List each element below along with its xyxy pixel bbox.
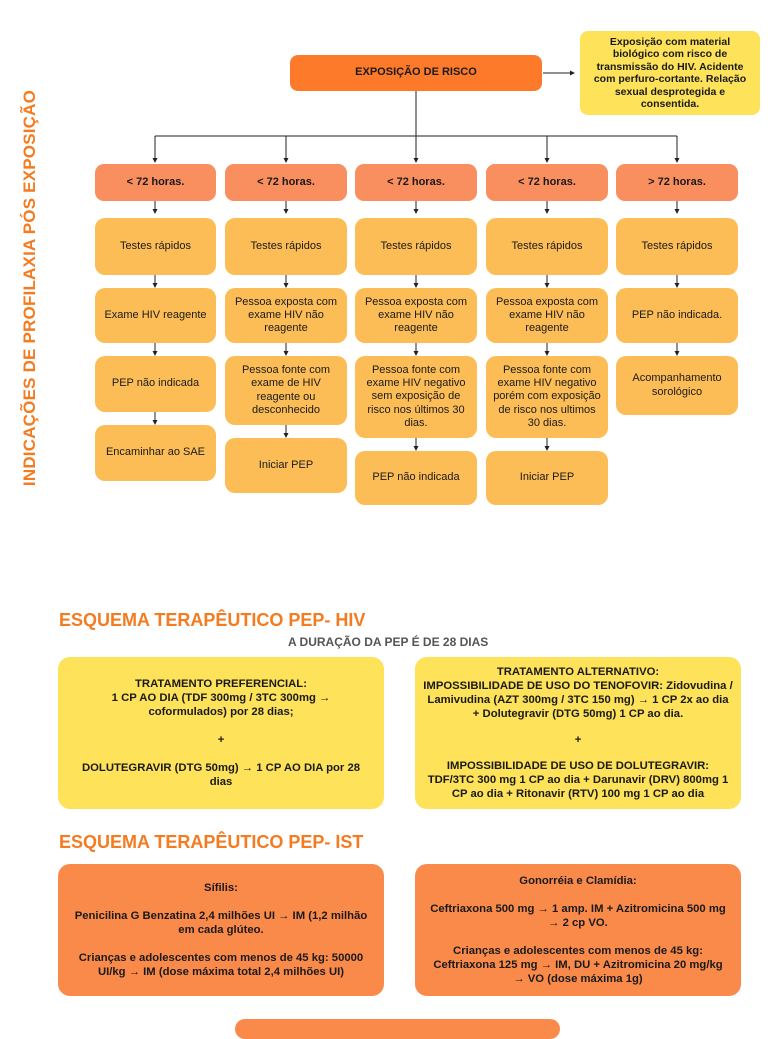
flow-step: Pessoa exposta com exame HIV não reagente [355, 288, 477, 343]
alternative-no-dolutegravir: IMPOSSIBILIDADE DE USO DE DOLUTEGRAVIR: TDF/3TC 300 mg 1 CP ao dia + Darunavir (DRV) 800mg 1 CP ao dia + Ritonavir (RTV) 100 mg 1 CP ao dia [427, 759, 729, 800]
flow-step: Testes rápidos [486, 218, 608, 275]
alternative-heading: TRATAMENTO ALTERNATIVO: [496, 666, 660, 678]
flow-step: Testes rápidos [616, 218, 738, 275]
hiv-section-title: ESQUEMA TERAPÊUTICO PEP- HIV [59, 610, 366, 630]
exposure-note: Exposição com material biológico com risco de transmissão do HIV. Acidente com perfuro-cortante. Relação sexual desprotegida e consentida. [580, 31, 760, 115]
column-header: > 72 horas. [616, 164, 738, 201]
gonorrhea-child-regimen: Crianças e adolescentes com menos de 45 kg: Ceftriaxona 125 mg → IM, DU + Azitromicina 20 mg/kg → VO (dose máxima 1g) [433, 944, 723, 985]
side-title: INDICAÇÕES DE PROFILAXIA PÓS EXPOSIÇÃO [20, 89, 39, 487]
gonorrhea-chlamydia-panel [415, 864, 741, 996]
gonorrhea-adult-regimen: Ceftriaxona 500 mg → 1 amp. IM + Azitromicina 500 mg → 2 cp VO. [430, 902, 726, 929]
preferred-dolutegravir: DOLUTEGRAVIR (DTG 50mg) → 1 CP AO DIA por 28 dias [81, 762, 361, 789]
column-header: < 72 horas. [225, 164, 347, 201]
hiv-duration-subtitle: A DURAÇÃO DA PEP É DE 28 DIAS [288, 635, 489, 649]
flow-step: Pessoa fonte com exame HIV negativo sem exposição de risco nos últimos 30 dias. [355, 356, 477, 438]
flow-step: Acompanhamento sorológico [616, 356, 738, 415]
column-header: < 72 horas. [486, 164, 608, 201]
syphilis-adult-regimen: Penicilina G Benzatina 2,4 milhões UI → IM (1,2 milhão em cada glúteo. [74, 909, 368, 936]
flow-step: Iniciar PEP [225, 438, 347, 493]
flow-step: Testes rápidos [355, 218, 477, 275]
alternative-treatment-panel [415, 657, 741, 809]
flow-step: PEP não indicada [95, 356, 216, 412]
preferred-treatment-panel [58, 657, 384, 809]
flow-step: Pessoa fonte com exame de HIV reagente ou desconhecido [225, 356, 347, 425]
column-header: < 72 horas. [355, 164, 477, 201]
bottom-panel-edge [235, 1019, 560, 1039]
flow-step: Pessoa exposta com exame HIV não reagente [225, 288, 347, 343]
preferred-regimen: 1 CP AO DIA (TDF 300mg / 3TC 300mg → coformulados) por 28 dias; [111, 691, 331, 718]
flow-step: Pessoa fonte com exame HIV negativo porém com exposição de risco nos ultimos 30 dias. [486, 356, 608, 438]
flow-step: Testes rápidos [225, 218, 347, 275]
flow-step: Iniciar PEP [486, 451, 608, 505]
preferred-heading: TRATAMENTO PREFERENCIAL: [135, 677, 307, 690]
flow-step: Encaminhar ao SAE [95, 425, 216, 481]
preferred-plus: + [217, 734, 225, 746]
syphilis-panel [58, 864, 384, 996]
root-node: EXPOSIÇÃO DE RISCO [290, 55, 542, 91]
alternative-no-tenofovir: IMPOSSIBILIDADE DE USO DO TENOFOVIR: Zidovudina / Lamivudina (AZT 300mg / 3TC 150 mg) → 1 CP 2x ao dia + Dolutegravir (DTG 50mg) 1 CP ao dia. [423, 680, 733, 721]
flow-step: Testes rápidos [95, 218, 216, 275]
flow-step: PEP não indicada [355, 451, 477, 505]
flow-step: Exame HIV reagente [95, 288, 216, 343]
flow-step: PEP não indicada. [616, 288, 738, 343]
syphilis-heading: Sífilis: [204, 881, 238, 894]
flow-step: Pessoa exposta com exame HIV não reagente [486, 288, 608, 343]
gonorrhea-heading: Gonorréia e Clamídia: [519, 875, 637, 887]
ist-section-title: ESQUEMA TERAPÊUTICO PEP- IST [59, 832, 364, 852]
alternative-plus: + [574, 734, 582, 746]
column-header: < 72 horas. [95, 164, 216, 201]
syphilis-child-regimen: Crianças e adolescentes com menos de 45 kg: 50000 UI/kg → IM (dose máxima total 2,4 milhões UI) [78, 952, 364, 979]
